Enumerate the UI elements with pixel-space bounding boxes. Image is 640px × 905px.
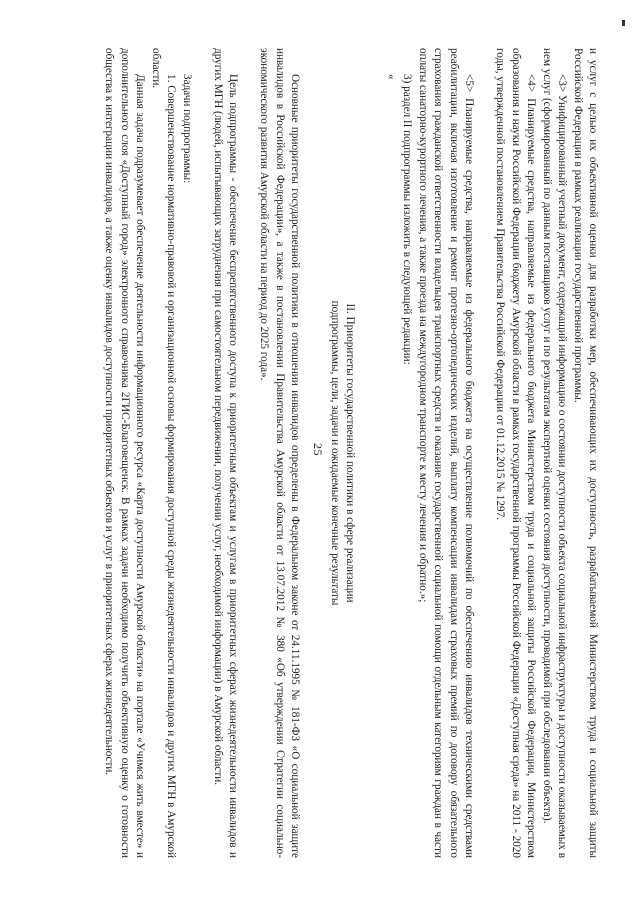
body-goal: Цель подпрограммы - обеспечение беспрепятственного доступа к приоритетным объектам и услугам в приоритетных сферах жизнедеятельности инвалидов и других МГН (людей, испытывающих затруднения при самостоятельном передвижении, получении услуг, необходимой информации) в Амурской области. bbox=[211, 47, 239, 858]
paragraph-intro: и услуг с целью их объективной оценки для разработки мер, обеспечивающих их доступность, разрабатываемой Министерством труда и социальной защиты Российской Федерации в рамках реализации государственной программы. bbox=[571, 47, 599, 858]
footnote-5: <5> Планируемые средства, направляемые из федерального бюджета на осуществление полномочий по обеспечению инвалидов техническими средствами реабилитации, включая изготовление и ремонт протезно-ортопедических изделий, выплату компенсации инвалидам страховых премий по договору обязательного страхования гражданской ответственности владельцев транспортных средств и оказание государственной социальной помощи отдельным категориям граждан в части оплаты санаторно-курортного лечения, а также проезда на междугородном транспорте к месту лечения и обратно.»; bbox=[416, 47, 475, 858]
footnote-3: <3> Унифицированный учетный документ, содержащий информацию о состоянии доступности объекта социальной инфраструктуры и доступности оказываемых в нем услуг (сформированный по данным поставщиков услуг и по результатам экспертной оценки состояния доступности, проводимой при обследовании объекта). bbox=[540, 47, 568, 858]
section-heading-line1: II. Приоритеты государственной политики в сфере реализации bbox=[344, 303, 356, 602]
quote-open: « bbox=[385, 73, 397, 80]
body-task-1-details: Данная задача подразумевает обеспечение деятельности информационного ресурса «Карта доступности Амурской области» на портале «Учимся жить вместе» и дополнительного слоя «Доступный город» электронного справочника 2ГИС-Благовещенск. В рамках задачи необходимо получить объективную оценку о готовности общества к интеграции инвалидов, а также оценку инвалидов доступности приоритетных объектов и услуг в приоритетных сферах жизнедеятельности. bbox=[103, 47, 146, 858]
section-intro: 3) раздел II подпрограммы изложить в следующей редакции: bbox=[401, 73, 413, 365]
footnote-4: <4> Планируемые средства, направляемые из федерального бюджета Министерством труда и социальной защиты Российской Федерации, Министерством образования и науки Российской Федерации бюджету Амурской области в рамках государственной программы Российской Федерации «Доступная среда» на 2011 - 2020 годы, утвержденной постановлением Правительства Российской Федерации от 01.12.2015 № 1297. bbox=[494, 47, 537, 858]
scan-mark bbox=[622, 20, 625, 26]
section-heading-line2: подпрограммы, цели, задачи и ожидаемые конечные результаты bbox=[329, 300, 341, 605]
page-number: 25 bbox=[311, 443, 325, 456]
body-tasks-title: Задачи подпрограммы: bbox=[181, 73, 193, 183]
body-task-1: 1. Совершенствование нормативно-правовой и организационной основы формирования доступной среды жизнедеятельности инвалидов и других МГН в Амурской области. bbox=[149, 47, 177, 858]
body-priorities: Основные приоритеты государственной политики в отношении инвалидов определены в Федеральном законе от 24.11.1995 № 181-ФЗ «О социальной защите инвалидов в Российской Федерации», а также в постановлении Правительства Амурской области от 13.07.2012 № 380 «Об утверждении Стратегии социально-экономического развития Амурской области на период до 2025 года». bbox=[258, 47, 301, 858]
document-text-block bbox=[40, 48, 600, 858]
